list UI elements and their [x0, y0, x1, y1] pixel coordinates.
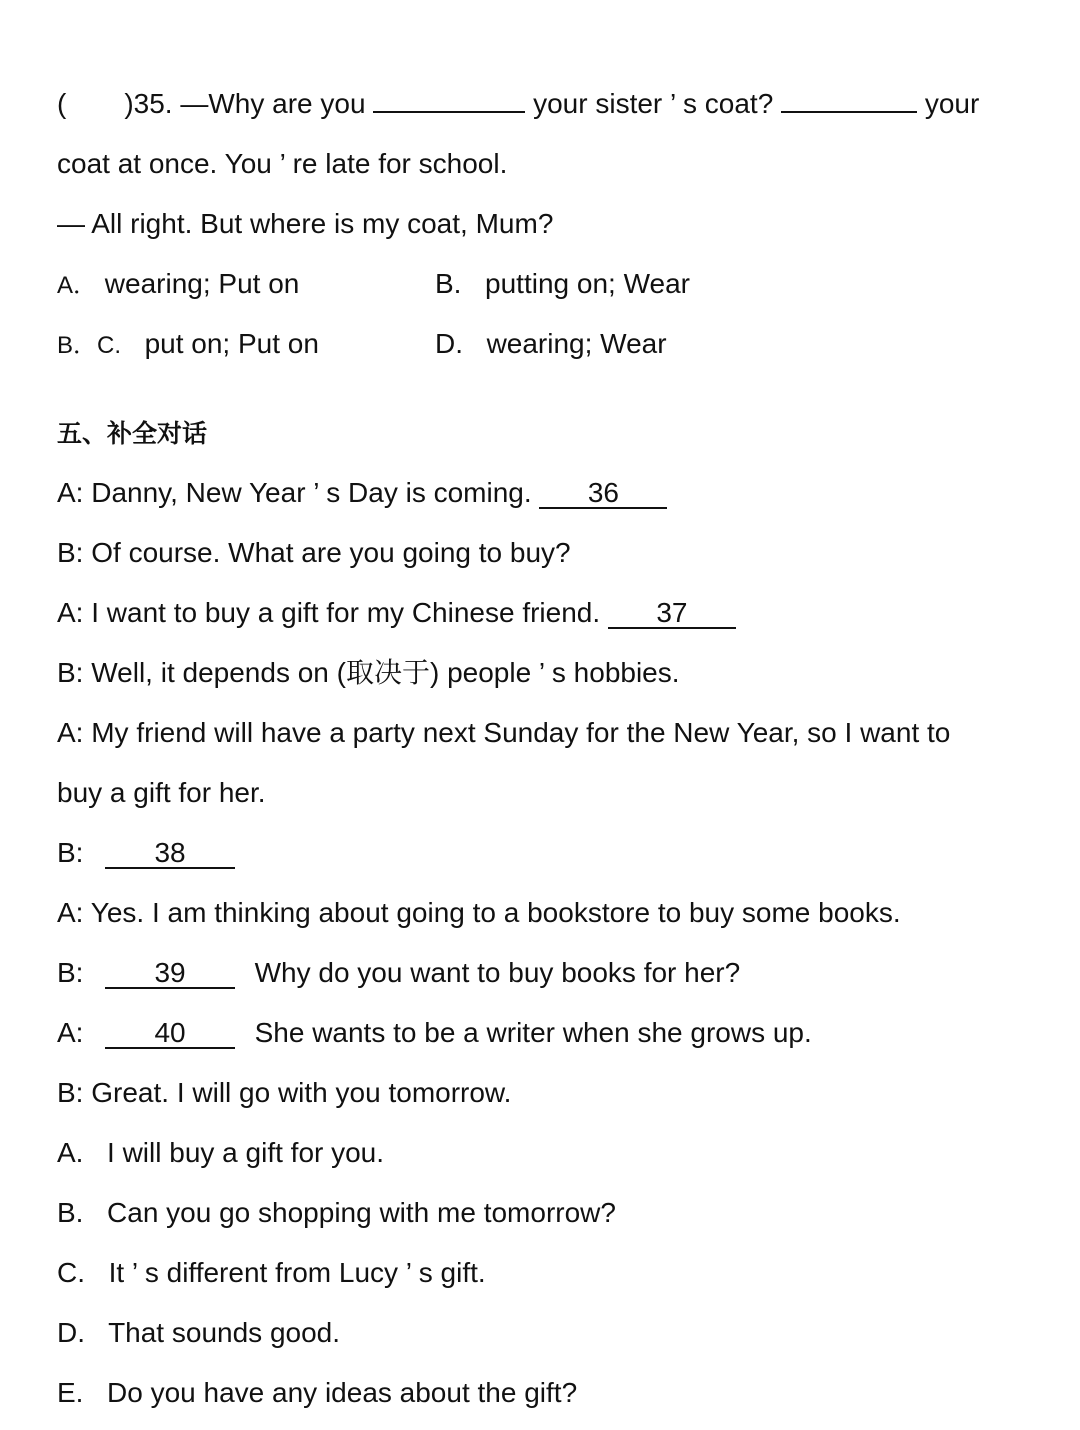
question-35-line-2: coat at once. You ’ re late for school.: [57, 148, 508, 179]
choice-letter: B.: [57, 1197, 84, 1228]
dialogue-line-10: B: Great. I will go with you tomorrow.: [57, 1077, 512, 1108]
choice-b: [57, 1195, 616, 1231]
choice-letter: C.: [57, 1257, 85, 1288]
speaker-label: A:: [57, 1017, 84, 1048]
answer-paren-open: (: [57, 88, 67, 119]
section-5-title: 五、补全对话: [57, 419, 208, 448]
option-b: [435, 266, 690, 302]
dialogue-text: A: I want to buy a gift for my Chinese friend.: [57, 597, 601, 628]
blank-37: 37: [608, 599, 736, 629]
choice-a: [57, 1135, 384, 1171]
dialogue-line-3: [57, 595, 736, 631]
dialogue-text: A: Danny, New Year ’ s Day is coming.: [57, 477, 532, 508]
dialogue-line-8: [57, 955, 740, 991]
question-dash: —: [180, 88, 209, 119]
option-a-text: wearing; Put on: [104, 268, 300, 299]
choice-text: I will buy a gift for you.: [107, 1137, 385, 1168]
dialogue-text: She wants to be a writer when she grows up.: [254, 1017, 812, 1048]
option-c-text: put on; Put on: [144, 328, 319, 359]
blank-39: 39: [105, 959, 235, 989]
dialogue-line-4: B: Well, it depends on (取决于) people ’ s hobbies.: [57, 657, 680, 688]
dialogue-line-1: [57, 475, 667, 511]
option-b-letter: B.: [435, 268, 462, 299]
blank-38: 38: [105, 839, 235, 869]
choice-text: That sounds good.: [108, 1317, 341, 1348]
dialogue-line-7: A: Yes. I am thinking about going to a bookstore to buy some books.: [57, 897, 901, 928]
speaker-label: B:: [57, 837, 84, 868]
question-35-line-1: [57, 86, 979, 122]
question-text-part2: your sister ’ s coat?: [533, 88, 774, 119]
question-text-part1: Why are you: [208, 88, 366, 119]
choice-e: [57, 1375, 577, 1411]
option-c-letter: B．C.: [57, 332, 122, 359]
dialogue-line-2: B: Of course. What are you going to buy?: [57, 537, 571, 568]
option-a-letter: A．: [57, 272, 98, 299]
option-row-1: [57, 266, 299, 304]
blank-1: [373, 111, 525, 113]
blank-2: [781, 111, 917, 113]
question-35-reply: — All right. But where is my coat, Mum?: [57, 208, 554, 239]
dialogue-line-5a: A: My friend will have a party next Sunday for the New Year, so I want to: [57, 717, 951, 748]
question-text-part3: your: [924, 88, 980, 119]
choice-letter: D.: [57, 1317, 85, 1348]
blank-40: 40: [105, 1019, 235, 1049]
dialogue-line-9: [57, 1015, 812, 1051]
option-b-text: putting on; Wear: [485, 268, 690, 299]
question-number: 35.: [133, 88, 173, 119]
answer-paren-close: ): [124, 88, 134, 119]
option-row-2: [57, 326, 319, 364]
choice-d: [57, 1315, 340, 1351]
option-d-letter: D.: [435, 328, 463, 359]
dialogue-line-6: [57, 835, 235, 871]
speaker-label: B:: [57, 957, 84, 988]
choice-c: [57, 1255, 486, 1291]
option-d: [435, 326, 667, 362]
choice-text: Do you have any ideas about the gift?: [107, 1377, 578, 1408]
blank-36: 36: [539, 479, 667, 509]
choice-text: It ’ s different from Lucy ’ s gift.: [108, 1257, 486, 1288]
option-d-text: wearing; Wear: [486, 328, 667, 359]
choice-letter: A.: [57, 1137, 84, 1168]
dialogue-line-5b: buy a gift for her.: [57, 777, 266, 808]
choice-text: Can you go shopping with me tomorrow?: [107, 1197, 616, 1228]
dialogue-text: Why do you want to buy books for her?: [254, 957, 741, 988]
choice-letter: E.: [57, 1377, 84, 1408]
